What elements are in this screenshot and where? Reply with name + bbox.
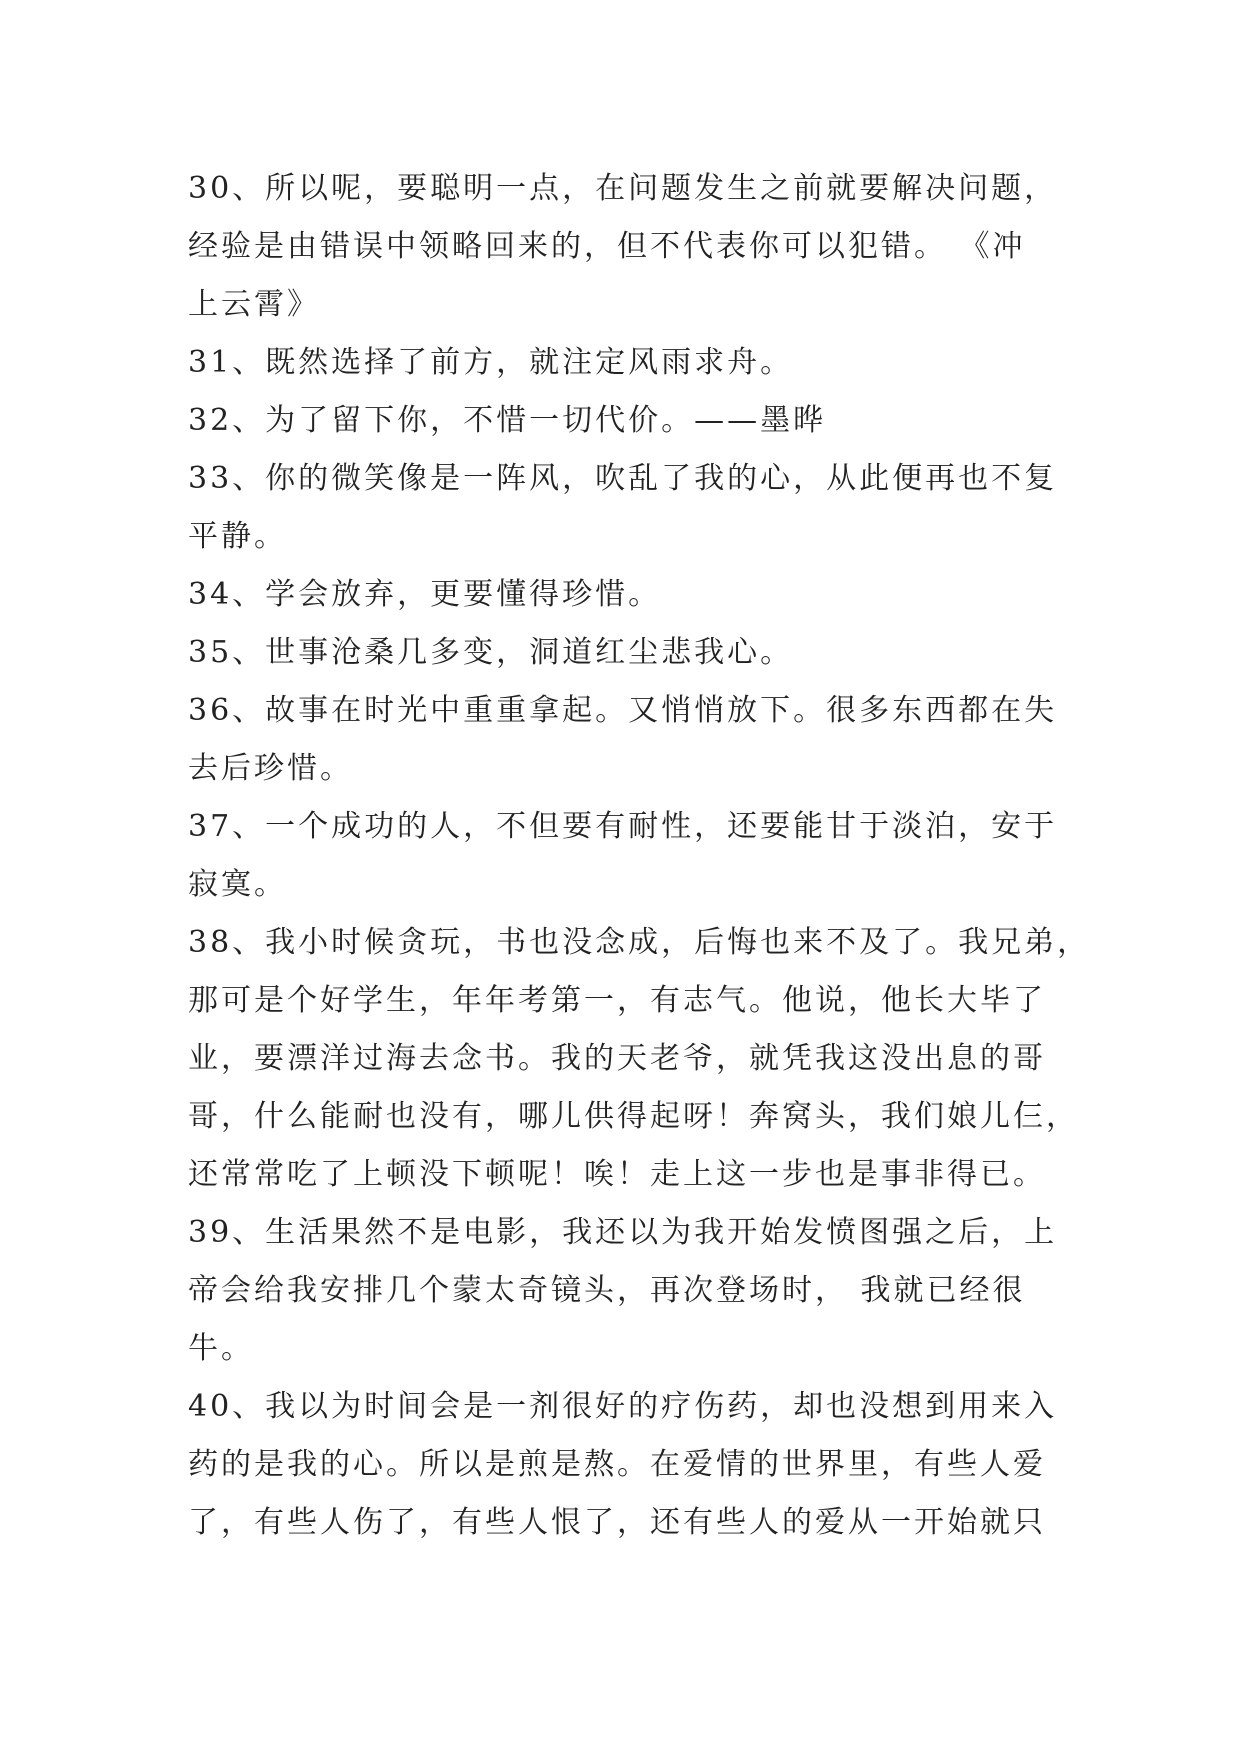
text-line: 38、我小时候贪玩，书也没念成，后悔也来不及了。我兄弟， — [188, 925, 1091, 960]
text-line: 帝会给我安排几个蒙太奇镜头，再次登场时， 我就已经很 — [188, 1273, 1026, 1308]
text-line: 34、学会放弃，更要懂得珍惜。 — [188, 577, 662, 612]
text-line: 上云霄》 — [188, 287, 320, 322]
text-line: 寂寞。 — [188, 867, 287, 902]
text-line: 35、世事沧桑几多变，洞道红尘悲我心。 — [188, 635, 794, 670]
text-line: 哥，什么能耐也没有，哪儿供得起呀！奔窝头，我们娘儿仨， — [188, 1099, 1079, 1134]
text-line: 30、所以呢，要聪明一点，在问题发生之前就要解决问题， — [188, 171, 1058, 206]
text-line: 那可是个好学生，年年考第一，有志气。他说，他长大毕了 — [188, 983, 1046, 1018]
text-line: 牛。 — [188, 1331, 254, 1366]
text-line: 39、生活果然不是电影，我还以为我开始发愤图强之后，上 — [188, 1215, 1058, 1250]
text-line: 33、你的微笑像是一阵风，吹乱了我的心，从此便再也不复 — [188, 461, 1058, 496]
text-line: 还常常吃了上顿没下顿呢！唉！走上这一步也是事非得已。 — [188, 1157, 1046, 1192]
text-line: 去后珍惜。 — [188, 751, 353, 786]
text-line: 了，有些人伤了，有些人恨了，还有些人的爱从一开始就只 — [188, 1505, 1046, 1540]
text-line: 32、为了留下你，不惜一切代价。——墨晔 — [188, 403, 827, 438]
text-line: 药的是我的心。所以是煎是熬。在爱情的世界里，有些人爱 — [188, 1447, 1046, 1482]
text-line: 31、既然选择了前方，就注定风雨求舟。 — [188, 345, 794, 380]
text-line: 业，要漂洋过海去念书。我的天老爷，就凭我这没出息的哥 — [188, 1041, 1046, 1076]
text-line: 平静。 — [188, 519, 287, 554]
document-body — [188, 160, 1091, 1552]
text-line: 经验是由错误中领略回来的，但不代表你可以犯错。 《冲 — [188, 229, 1026, 264]
text-line: 36、故事在时光中重重拿起。又悄悄放下。很多东西都在失 — [188, 693, 1058, 728]
text-line: 37、一个成功的人，不但要有耐性，还要能甘于淡泊，安于 — [188, 809, 1058, 844]
text-line: 40、我以为时间会是一剂很好的疗伤药，却也没想到用来入 — [188, 1389, 1058, 1424]
